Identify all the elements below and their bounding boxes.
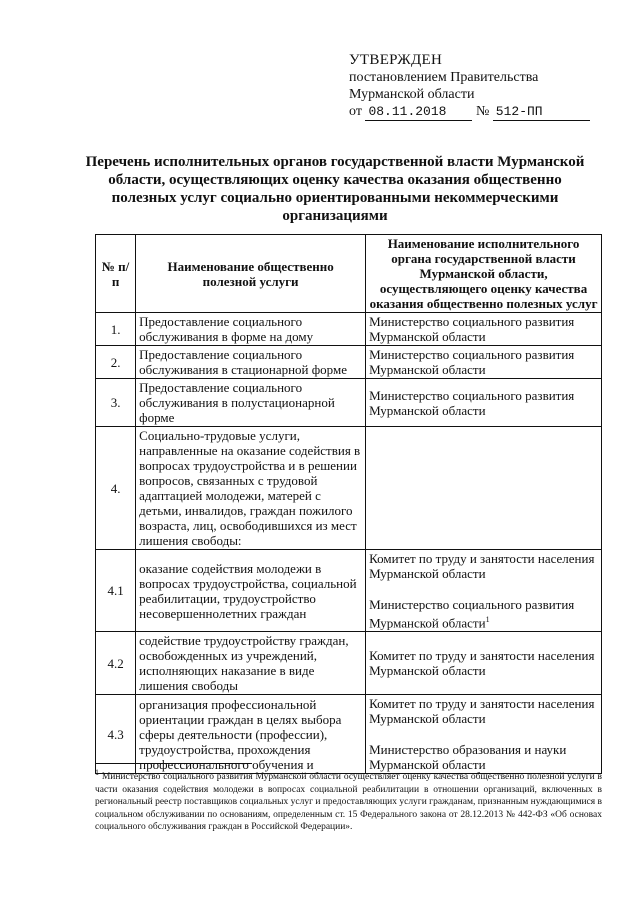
row-num: 3. [96,379,136,427]
row-organ-secondary: Министерство образования и науки Мурманской области [369,742,567,773]
table-row [96,379,602,427]
row-service: оказание содействия молодежи в вопросах трудоустройства, социальной реабилитации, трудоустройство несовершеннолетних граждан [136,550,366,632]
approval-line-2: Мурманской области [349,87,475,102]
row-num: 1. [96,313,136,346]
number-prefix: № [475,104,490,119]
table-row [96,313,602,346]
row-num: 4.2 [96,632,136,695]
row-organ: Министерство социального развития Мурманской области [366,346,602,379]
row-num: 4. [96,427,136,550]
table-row [96,427,602,550]
row-organ-primary: Комитет по труду и занятости населения Мурманской области [369,551,595,581]
services-table [95,234,602,774]
row-organ-empty [366,427,602,550]
approval-number: 512-ПП [493,103,590,121]
row-organ [366,550,602,632]
organ-spacer [369,726,598,742]
row-organ [366,695,602,774]
table-row [96,695,602,774]
table-row [96,550,602,632]
footnote [95,767,602,834]
footnote-mark: 1 [95,768,99,777]
organ-secondary-text: Министерство социального развития Мурманской области [369,597,575,631]
footnote-ref: 1 [485,615,490,624]
header-organ: Наименование исполнительного органа государственной власти Мурманской области, осуществляющего оценку качества оказания общественно полезных услуг [366,235,602,313]
row-service: организация профессиональной ориентации граждан в целях выбора сферы деятельности (профессии), трудоустройства, прохождения профессионального обучения и [136,695,366,774]
header-service: Наименование общественно полезной услуги [136,235,366,313]
approval-date-line [349,103,599,121]
row-service: Предоставление социального обслуживания в полустационарной форме [136,379,366,427]
row-service: Предоставление социального обслуживания в стационарной форме [136,346,366,379]
row-service: содействие трудоустройству граждан, освобожденных из учреждений, исполняющих наказание в виде лишения свободы [136,632,366,695]
table-header-row [96,235,602,313]
row-organ: Министерство социального развития Мурманской области [366,313,602,346]
approval-date: 08.11.2018 [365,103,472,121]
approval-line-1: постановлением Правительства [349,70,539,85]
row-organ: Министерство социального развития Мурманской области [366,379,602,427]
date-prefix: от [349,104,362,119]
document-title: Перечень исполнительных органов государственной власти Мурманской области, осуществляющих оценку качества оказания общественно полезных услуг социально ориентированными некоммерческими организациями [85,154,585,224]
row-service: Предоставление социального обслуживания в форме на дому [136,313,366,346]
table-row [96,346,602,379]
row-num: 4.3 [96,695,136,774]
row-service: Социально-трудовые услуги, направленные на оказание содействия в вопросах трудоустройства и в решении вопросов, связанных с трудовой адаптацией молодежи, матерей с детьми, инвалидов, граждан пожилого возраста, лиц, освободившихся из мест лишения свободы: [136,427,366,550]
table-row [96,632,602,695]
organ-spacer [369,581,598,597]
row-num: 4.1 [96,550,136,632]
approval-block [349,52,599,121]
row-organ: Комитет по труду и занятости населения Мурманской области [366,632,602,695]
footnote-text: Министерство социального развития Мурманской области осуществляет оценку качества общественно полезной услуги в части оказания содействия молодежи в вопросах социальной реабилитации в отношении организаций, включенных в региональный реестр поставщиков социальных услуг и предоставляющих услуги гражданам, признанным нуждающимися в социальном обслуживании по основаниям, определенным ст. 15 Федерального закона от 28.12.2013 № 442-ФЗ «Об основах социального обслуживания граждан в Российской Федерации». [95,772,602,833]
approval-heading: УТВЕРЖДЕН [349,52,443,68]
row-organ-primary: Комитет по труду и занятости населения Мурманской области [369,696,595,727]
row-num: 2. [96,346,136,379]
footnote-divider [95,763,252,764]
row-organ-secondary [369,597,598,630]
header-num: № п/п [96,235,136,313]
